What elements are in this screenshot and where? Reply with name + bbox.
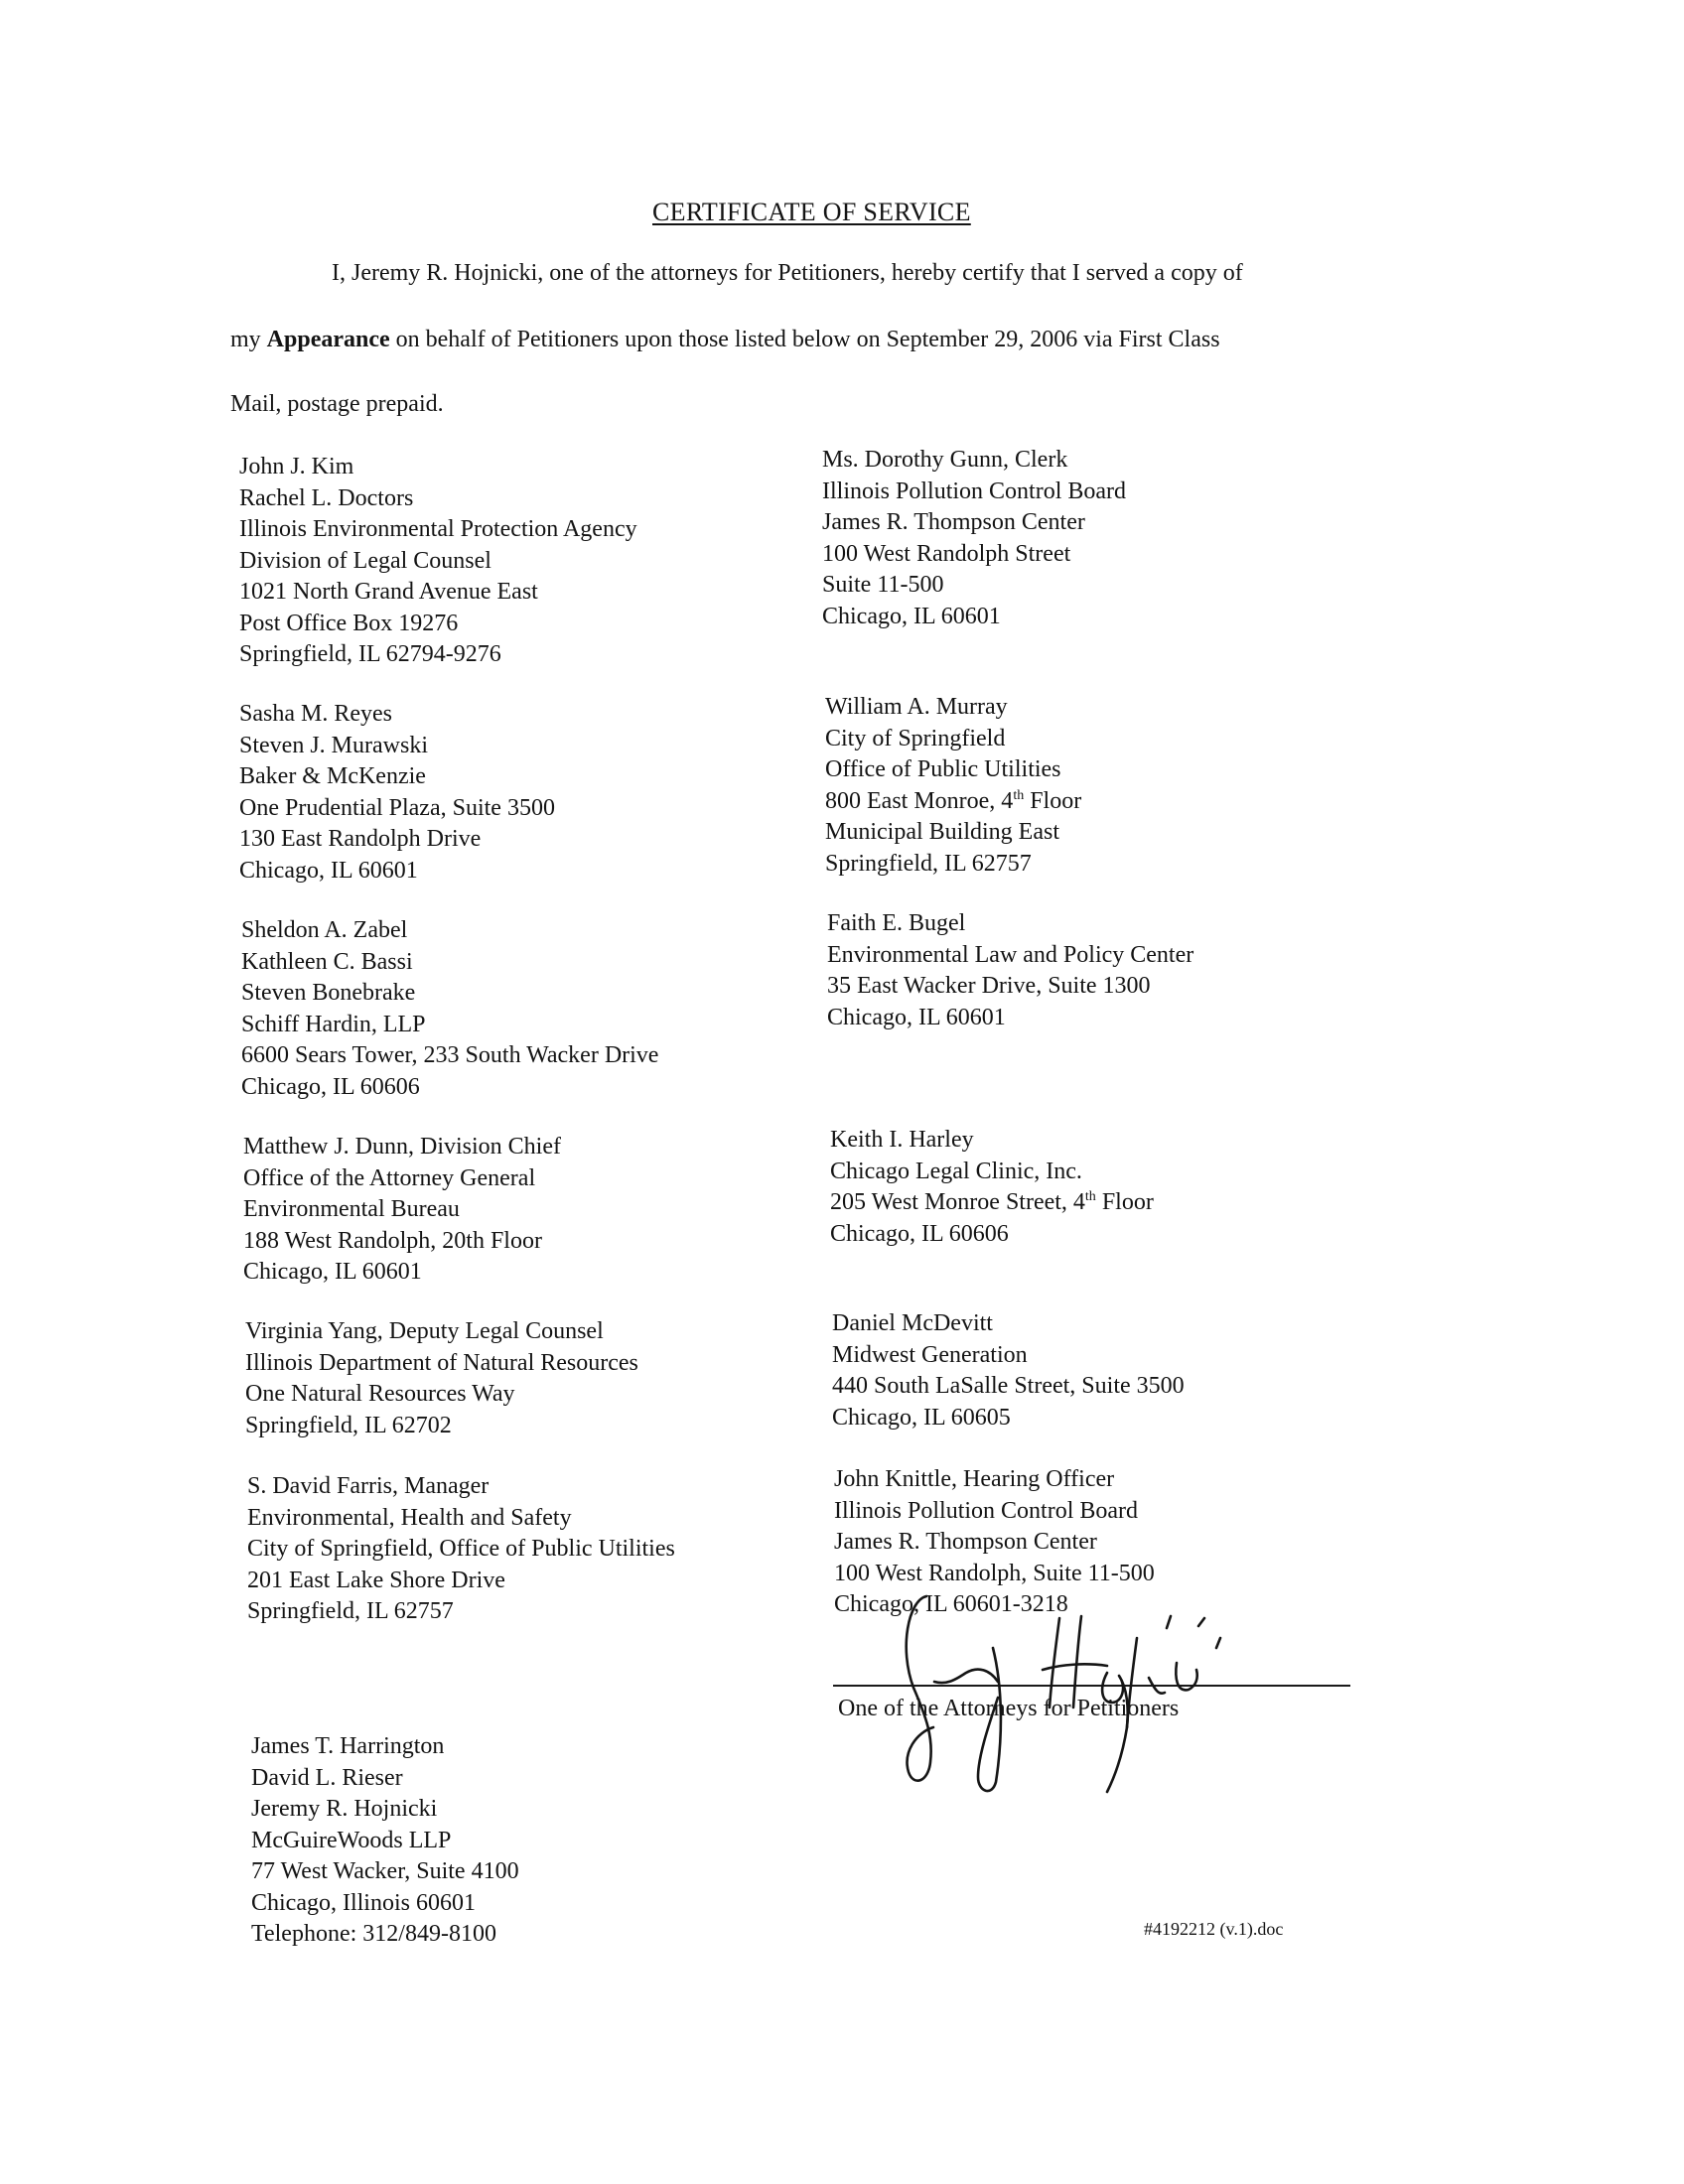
service-address-left-6 <box>247 1471 675 1628</box>
address-line: Division of Legal Counsel <box>239 547 491 574</box>
address-line: Illinois Department of Natural Resources <box>245 1349 638 1376</box>
address-line: Office of Public Utilities <box>825 756 1061 782</box>
signature-caption: One of the Attorneys for Petitioners <box>838 1696 1180 1721</box>
address-line: 35 East Wacker Drive, Suite 1300 <box>827 973 1151 999</box>
address-line: Illinois Pollution Control Board <box>822 478 1127 504</box>
appearance-bold: Appearance <box>266 327 390 352</box>
address-line: Chicago, IL 60605 <box>832 1404 1011 1431</box>
address-line: Environmental Bureau <box>243 1196 460 1222</box>
address-line: Springfield, IL 62757 <box>247 1598 454 1624</box>
address-line: Virginia Yang, Deputy Legal Counsel <box>245 1318 604 1344</box>
address-line: Chicago, IL 60606 <box>830 1220 1009 1247</box>
intro-line-2 <box>230 327 1220 353</box>
service-address-right-3 <box>827 908 1193 1033</box>
address-line: Springfield, IL 62702 <box>245 1412 452 1438</box>
address-line: John J. Kim <box>239 454 354 479</box>
address-line: City of Springfield <box>825 725 1006 751</box>
address-line: Chicago, IL 60606 <box>241 1073 420 1100</box>
signer-line: 77 West Wacker, Suite 4100 <box>251 1858 519 1884</box>
address-line: Baker & McKenzie <box>239 763 426 789</box>
address-line: S. David Farris, Manager <box>247 1473 490 1499</box>
service-address-left-5 <box>245 1316 638 1441</box>
service-address-left-4 <box>243 1132 561 1289</box>
signer-block <box>251 1731 519 1951</box>
address-line: Springfield, IL 62757 <box>825 850 1032 877</box>
handwritten-signature <box>839 1578 1266 1797</box>
address-line: Chicago, IL 60601 <box>239 857 418 884</box>
address-line-with-superscript: 205 West Monroe Street, 4th Floor <box>830 1189 1154 1215</box>
address-line: Illinois Pollution Control Board <box>834 1497 1139 1524</box>
document-title: CERTIFICATE OF SERVICE <box>652 198 971 226</box>
address-line: Environmental Law and Policy Center <box>827 941 1194 968</box>
address-line: 6600 Sears Tower, 233 South Wacker Drive <box>241 1042 659 1068</box>
address-line: Sasha M. Reyes <box>239 701 392 727</box>
service-address-left-1 <box>239 452 637 671</box>
address-line: Steven Bonebrake <box>241 980 416 1006</box>
address-line: 440 South LaSalle Street, Suite 3500 <box>832 1373 1185 1399</box>
address-line: One Natural Resources Way <box>245 1381 515 1407</box>
address-line: Chicago, IL 60601 <box>822 603 1001 629</box>
address-line-with-superscript: 800 East Monroe, 4th Floor <box>825 787 1082 814</box>
address-line: Environmental, Health and Safety <box>247 1504 572 1531</box>
address-line: Illinois Environmental Protection Agency <box>239 516 637 542</box>
intro-line-1: I, Jeremy R. Hojnicki, one of the attorneys for Petitioners, hereby certify that I served a copy of <box>332 260 1243 286</box>
address-line: Matthew J. Dunn, Division Chief <box>243 1134 561 1160</box>
address-line: Keith I. Harley <box>830 1127 974 1153</box>
address-line: Chicago Legal Clinic, Inc. <box>830 1158 1082 1184</box>
address-line: Post Office Box 19276 <box>239 610 459 636</box>
service-address-right-1 <box>822 445 1126 632</box>
address-line: Midwest Generation <box>832 1341 1028 1368</box>
address-line: James R. Thompson Center <box>834 1529 1097 1555</box>
address-line: City of Springfield, Office of Public Utilities <box>247 1536 675 1562</box>
address-line: One Prudential Plaza, Suite 3500 <box>239 794 555 821</box>
address-line: Sheldon A. Zabel <box>241 917 408 943</box>
address-line: Ms. Dorothy Gunn, Clerk <box>822 447 1068 473</box>
intro-line-3: Mail, postage prepaid. <box>230 391 444 417</box>
address-line: 100 West Randolph Street <box>822 540 1071 567</box>
signer-line: Chicago, Illinois 60601 <box>251 1889 476 1916</box>
address-line: 130 East Randolph Drive <box>239 826 482 852</box>
intro-line-2-post: on behalf of Petitioners upon those listed below on September 29, 2006 via First Class <box>389 327 1220 352</box>
service-address-left-3 <box>241 915 658 1103</box>
signer-line: McGuireWoods LLP <box>251 1827 452 1853</box>
address-line: Rachel L. Doctors <box>239 484 414 511</box>
address-line: James R. Thompson Center <box>822 509 1085 535</box>
address-line: 1021 North Grand Avenue East <box>239 579 538 605</box>
address-line: Office of the Attorney General <box>243 1164 536 1191</box>
address-line: Chicago, IL 60601 <box>827 1004 1006 1030</box>
address-line: Chicago, IL 60601-3218 <box>834 1591 1068 1617</box>
signer-line: Jeremy R. Hojnicki <box>251 1796 438 1822</box>
service-address-right-4 <box>830 1125 1154 1250</box>
signer-line: David L. Rieser <box>251 1764 403 1791</box>
address-line: 188 West Randolph, 20th Floor <box>243 1227 542 1254</box>
address-line: Kathleen C. Bassi <box>241 948 413 975</box>
address-line: Municipal Building East <box>825 819 1059 845</box>
address-line: Steven J. Murawski <box>239 732 428 758</box>
address-line: Schiff Hardin, LLP <box>241 1011 426 1037</box>
service-address-left-2 <box>239 699 555 887</box>
service-address-right-2 <box>825 692 1081 880</box>
intro-line-2-pre: my <box>230 327 267 352</box>
signer-line: Telephone: 312/849-8100 <box>251 1921 496 1947</box>
address-line: Daniel McDevitt <box>832 1310 993 1336</box>
signer-line: James T. Harrington <box>251 1733 445 1759</box>
address-line: Chicago, IL 60601 <box>243 1259 422 1285</box>
address-line: 201 East Lake Shore Drive <box>247 1567 505 1593</box>
document-reference: #4192212 (v.1).doc <box>1144 1919 1284 1939</box>
address-line: Faith E. Bugel <box>827 910 966 936</box>
address-line: Suite 11-500 <box>822 572 944 598</box>
address-line: 100 West Randolph, Suite 11-500 <box>834 1560 1155 1586</box>
address-line: John Knittle, Hearing Officer <box>834 1466 1115 1492</box>
address-line: William A. Murray <box>825 694 1008 720</box>
address-line: Springfield, IL 62794-9276 <box>239 641 501 667</box>
service-address-right-5 <box>832 1308 1185 1433</box>
